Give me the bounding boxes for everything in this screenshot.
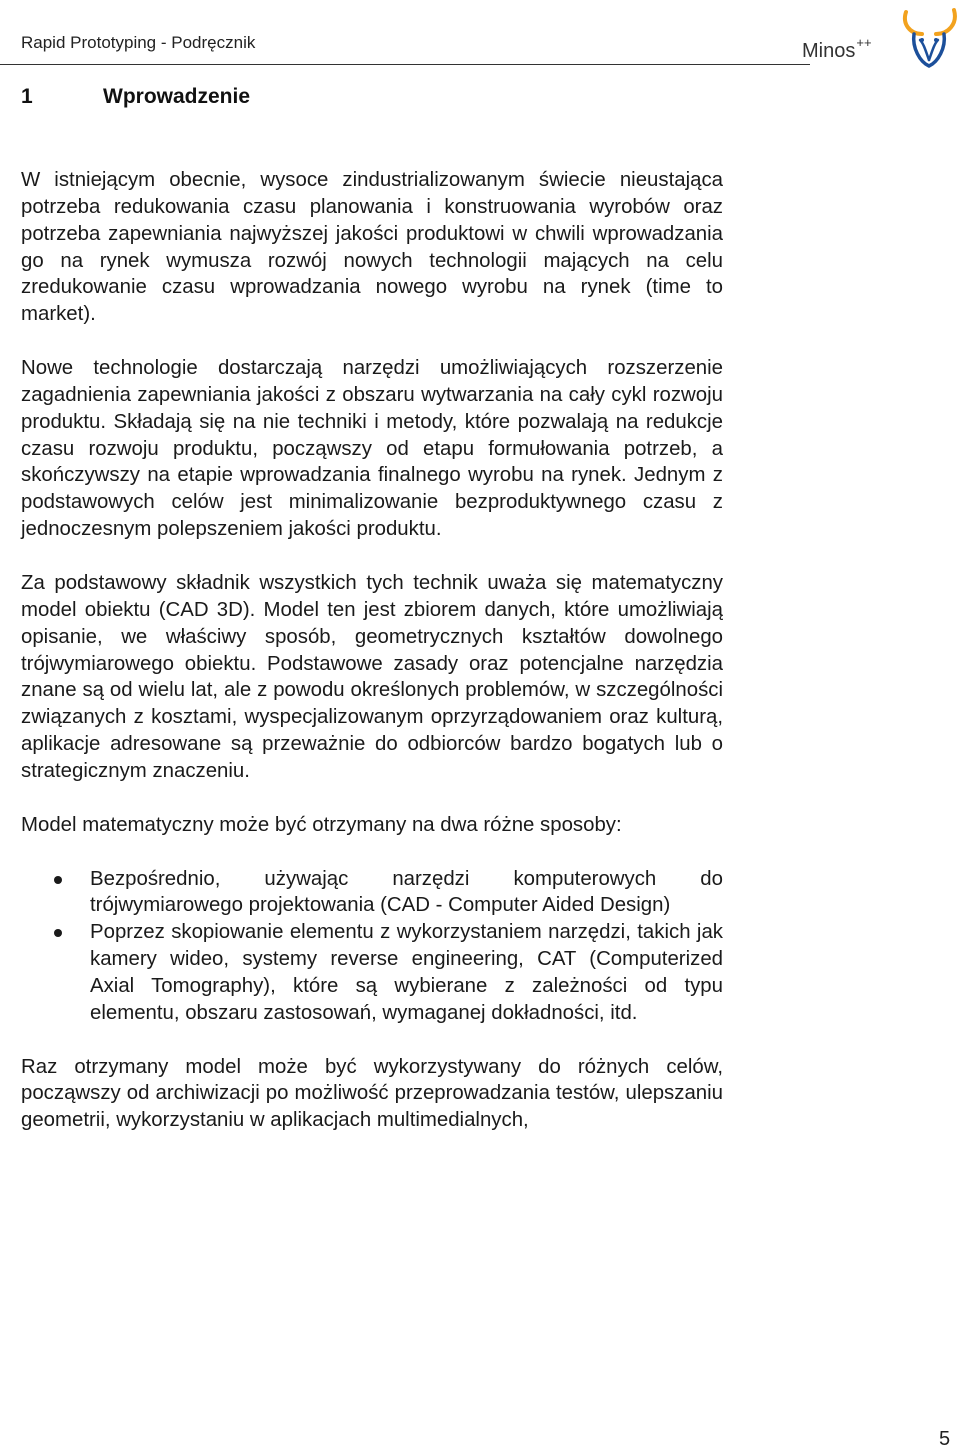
section-number: 1	[21, 85, 33, 108]
brand-superscript: ++	[856, 35, 872, 50]
list-item	[21, 866, 723, 920]
list-item	[21, 919, 723, 1026]
bullet-dot-icon	[54, 876, 62, 884]
list-item-text: Poprzez skopiowanie elementu z wykorzystaniem narzędzi, takich jak kamery wideo, systemy reverse engineering, CAT (Computerized Axial Tomography), które są wybierane z zależności od typu elementu, obszaru zastosowań, wymaganej dokładności, itd.	[90, 921, 723, 1024]
paragraph-closing: Raz otrzymany model może być wykorzystywany do różnych celów, począwszy od archiwizacji po możliwość przeprowadzania testów, ulepszaniu geometrii, wykorzystaniu w aplikacjach multimedialnych,	[21, 1055, 723, 1132]
paragraph-two-ways: Model matematyczny może być otrzymany na dwa różne sposoby:	[21, 813, 622, 836]
brand-name-text: Minos	[802, 40, 856, 62]
page-number: 5	[939, 1428, 951, 1450]
running-header-title: Rapid Prototyping - Podręcznik	[21, 33, 256, 52]
paragraph-math-model: Za podstawowy składnik wszystkich tych technik uważa się matematyczny model obiektu (CAD 3D). Model ten jest zbiorem danych, które umożliwiają opisanie, we właściwy sposób, geometrycznych kształtów dowolnego trójwymiarowego obiektu. Podstawowe zasady oraz potencjalne narzędzia znane są od wielu lat, ale z powodu określonych problemów, w szczególności związanych z kosztami, wyspecjalizowanym oprzyrządowaniem oraz kulturą, aplikacje adresowane są przeważnie do odbiorców bardzo bogatych lub o strategicznym znaczeniu.	[21, 571, 723, 782]
paragraph-new-technologies: Nowe technologie dostarczają narzędzi umożliwiających rozszerzenie zagadnienia zapewniania jakości z obszaru wytwarzania na cały cykl rozwoju produktu. Składają się na nie techniki i metody, które pozwalają na redukcje czasu rozwoju produktu, począwszy od etapu formułowania potrzeb, a skończywszy na etapie wprowadzania finalnego wyrobu na rynek. Jednym z podstawowych celów jest minimalizowanie bezproduktywnego czasu z jednoczesnym polepszeniem jakości produktu.	[21, 357, 723, 541]
methods-list	[21, 866, 723, 1027]
minos-bull-logo-icon	[900, 4, 958, 70]
brand-name	[802, 35, 872, 63]
paragraph-intro: W istniejącym obecnie, wysoce zindustrializowanym świecie nieustająca potrzeba redukowania czasu planowania i konstruowania wyrobów oraz potrzeba zapewniania najwyższej jakości produktowi w chwili wprowadzania go na rynek wymusza rozwój nowych technologii mających na celu zredukowanie czasu wprowadzania nowego wyrobu na rynek (time to market).	[21, 169, 723, 326]
section-heading	[21, 85, 250, 109]
body-content	[21, 167, 723, 1161]
list-item-text: Bezpośrednio, używając narzędzi komputerowych do trójwymiarowego projektowania (CAD - Computer Aided Design)	[90, 867, 723, 917]
header-divider	[0, 64, 810, 65]
bullet-dot-icon	[54, 929, 62, 937]
section-title: Wprowadzenie	[103, 85, 251, 108]
